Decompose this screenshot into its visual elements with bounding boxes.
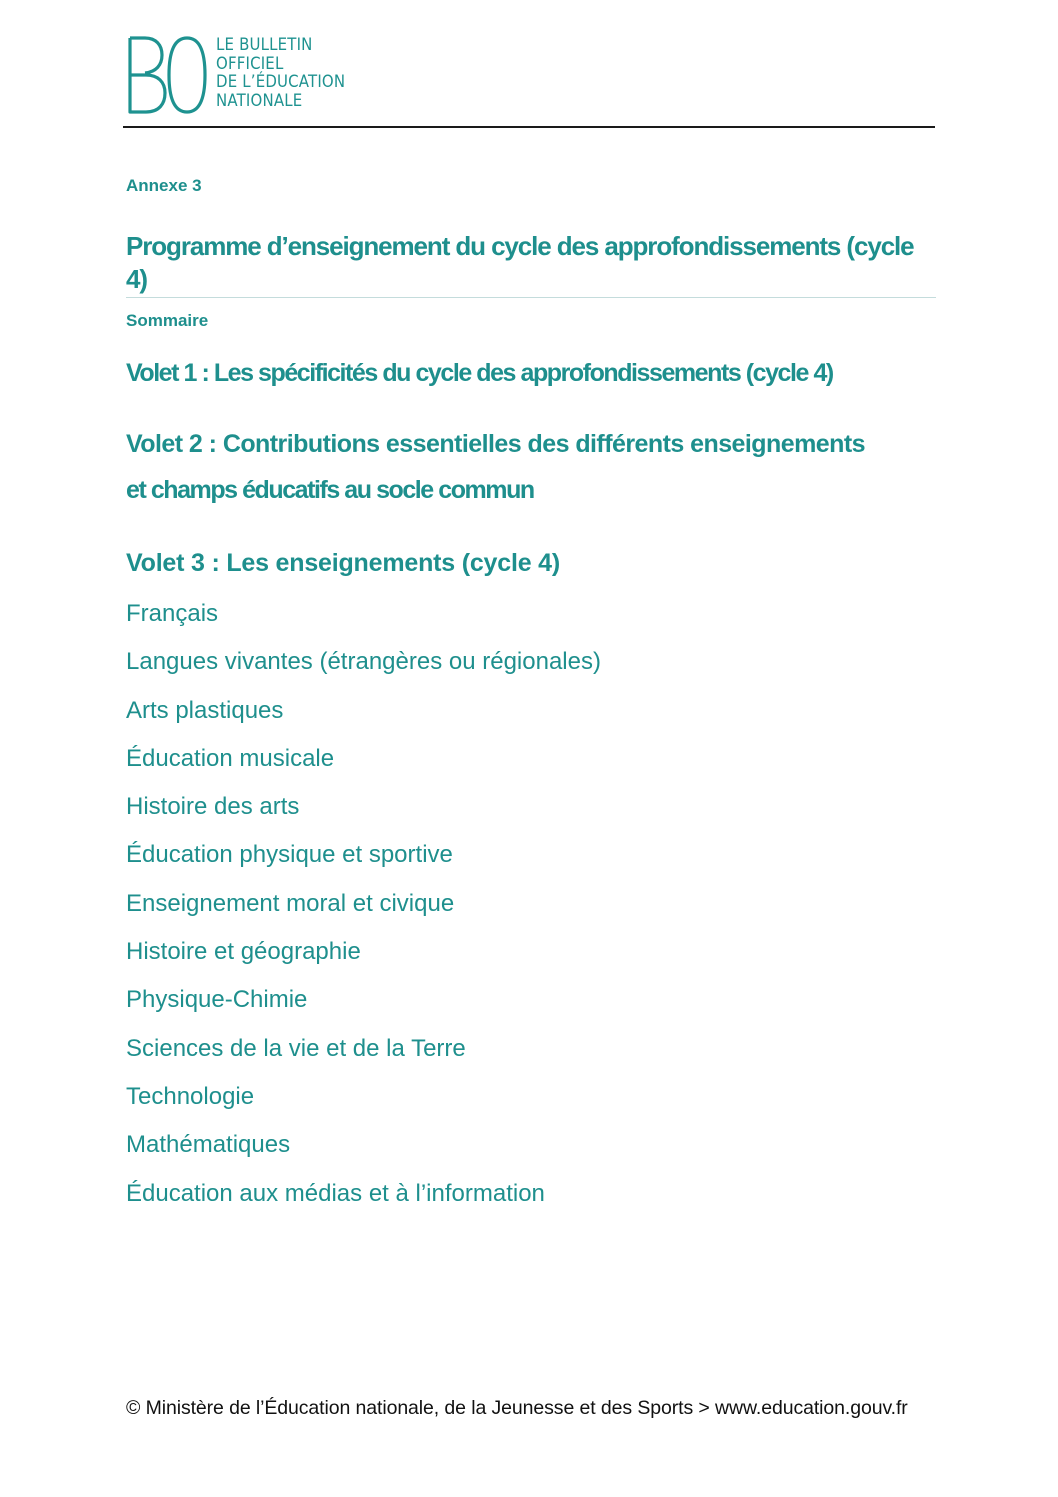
- list-item: Éducation aux médias et à l’information: [126, 1179, 545, 1207]
- list-item: Technologie: [126, 1082, 255, 1110]
- footer-copyright: © Ministère de l’Éducation nationale, de la Jeunesse et des Sports > www.education.gouv.fr: [126, 1397, 908, 1419]
- list-item: Sciences de la vie et de la Terre: [126, 1034, 466, 1062]
- volet-2-heading-line-1: Volet 2 : Contributions essentielles des différents enseignements: [126, 430, 865, 458]
- logo-line-3: DE L’ÉDUCATION: [216, 72, 346, 92]
- list-item: Français: [126, 600, 219, 627]
- list-item: Histoire et géographie: [126, 938, 361, 966]
- header-divider: [123, 126, 935, 128]
- list-item: Éducation physique et sportive: [126, 841, 453, 869]
- volet-2-heading-line-2: et champs éducatifs au socle commun: [126, 476, 534, 504]
- list-item: Physique-Chimie: [126, 986, 308, 1014]
- logo-line-2: OFFICIEL: [216, 53, 284, 74]
- list-item: Mathématiques: [126, 1131, 291, 1159]
- title-divider: [126, 297, 936, 298]
- sommaire-label: Sommaire: [126, 311, 209, 330]
- volet-1-heading: Volet 1 : Les spécificités du cycle des approfondissements (cycle 4): [126, 359, 833, 387]
- list-item: Éducation musicale: [126, 744, 335, 772]
- annexe-label: Annexe 3: [126, 176, 202, 195]
- list-item: Histoire des arts: [126, 793, 300, 821]
- list-item: Arts plastiques: [126, 696, 284, 724]
- logo-wordmark: [216, 36, 345, 110]
- logo-line-4: NATIONALE: [216, 90, 303, 111]
- document-title: Programme d’enseignement du cycle des approfondissements (cycle 4): [126, 231, 914, 294]
- logo-line-1: LE BULLETIN: [216, 35, 313, 55]
- list-item: Langues vivantes (étrangères ou régionales): [126, 648, 601, 676]
- bo-logo: [126, 34, 363, 118]
- volet-3-heading: Volet 3 : Les enseignements (cycle 4): [126, 549, 560, 577]
- subject-list: [126, 598, 601, 1226]
- list-item: Enseignement moral et civique: [126, 889, 455, 917]
- bo-logo-mark: [126, 34, 208, 116]
